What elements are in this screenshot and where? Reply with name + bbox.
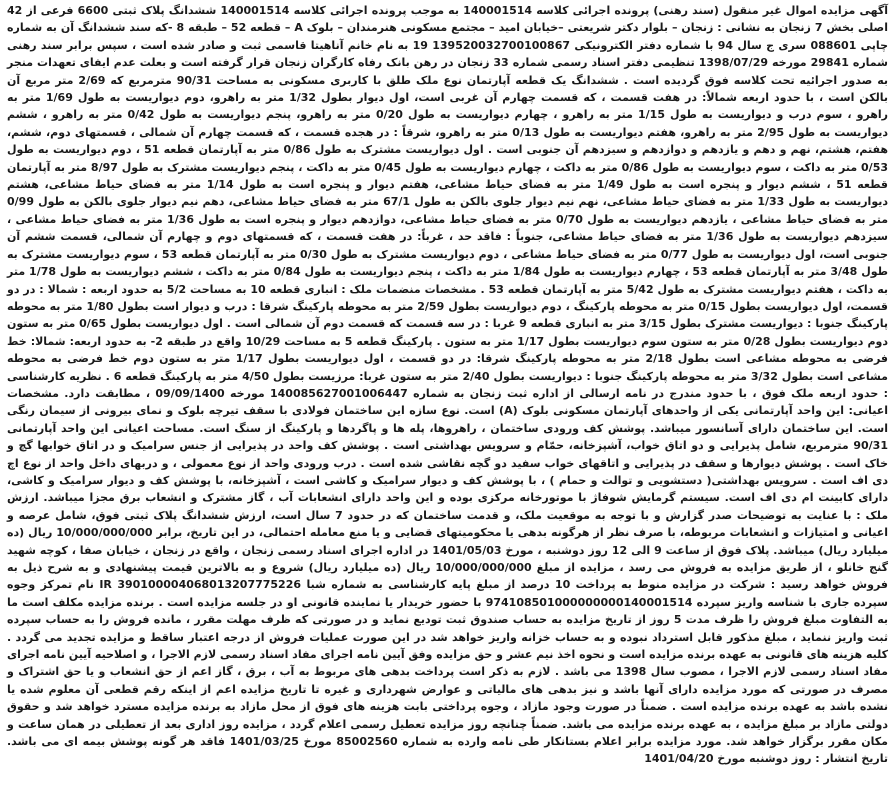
auction-notice-text: آگهی مزایده اموال غیر منقول (سند رهنی) پرونده اجرائی کلاسه 140001514 به موجب پرونده اجرائی کلاسه 140001514 ششدانگ پلاک ثبتی 6600 فرعی از 42 اصلی بخش 7 زنجان به نشانی : زنجان – بلوار دکتر شریعتی –خیابان امید – مجتمع مسکونی هنرمندان – بلوک A – قطعه 52 – طبقه 8 -که سند ششدانگ آن به شماره چاپی 088601 سری ج سال 94 با شماره دفتر الکترونیکی 139520032700100867 19 به نام خانم آناهیتا قاسمی ثبت و صادر شده است ، سپس برابر سند رهنی شماره 29841 مورخه 1398/07/29 تنظیمی دفتر اسناد رسمی شماره 33 زنجان در رهن بانک رفاه کارگران زنجان قرار گرفته است و بعلت عدم ایفای تعهدات منجر به صدور اجرائیه تحت کلاسه فوق گردیده است . ششدانگ یک قطعه آپارتمان نوع ملک طلق با کاربری مسکونی به مساحت 90/31 مترمربع که 2/69 متر مربع آن بالکن است ، با حدود اربعه شمالاً: در هفت قسمت ، که قسمت چهارم آن غربی است، اول دیوار بطول 1/32 متر به راهرو، دوم دیواریست به طول 1/69 متر به راهرو ، سوم درب و دیواریست به طول 1/15 متر به راهرو ، چهارم دیواریست به طول 0/20 متر به راهرو، پنجم دیواریست به طول 0/42 متر به راهرو ، ششم دیواریست به طول 2/95 متر به راهرو، هفتم دیواریست به طول 0/13 متر به راهرو، شرقاً : در هجده قسمت ، که قسمت چهارم آن شمالی ، قسمتهای دوم، ششم، هفتم، هشتم، نهم و دهم و یازدهم و دوازدهم و سیزدهم آن جنوبی است . اول دیواریست مشترک به طول 0/86 متر به آپارتمان قطعه 51 ، دوم دیواریست به طول 0/53 متر به داکت ، سوم دیواریست به طول 0/86 متر به داکت ، چهارم دیواریست به طول 0/45 متر به داکت ، پنجم دیواریست مشترک به طول 8/97 متر به آپارتمان قطعه 51 ، ششم دیوار و پنجره است به طول 1/49 متر به فضای حیاط مشاعی، هفتم دیوار و پنجره است به طول 1/14 متر به فضای حیاط مشاعی، هشتم دیواریست به طول 1/33 متر به فضای حیاط مشاعی، نهم نیم دیوار جلوی بالکن به طول 67/1 متر به فضای حیاط مشاعی، دهم نیم دیوار جلوی بالکن به طول 0/99 متر به فضای حیاط مشاعی ، یازدهم دیواریست به طول 0/70 متر به فضای حیاط مشاعی، دوازدهم دیوار و پنجره است به طول 1/36 متر به فضای حیاط مشاعی ، سیزدهم دیواریست به طول 1/36 متر به فضای حیاط مشاعی، جنوباً : فاقد حد ، غرباً: در هفت قسمت ، که قسمتهای دوم و چهارم آن شمالی، قسمت ششم آن جنوبی است، اول دیواریست به طول 0/77 متر به فضای حیاط مشاعی ، دوم دیواریست مشترک به طول 0/30 متر به آپارتمان قطعه 53 ، سوم دیواریست مشترک به طول 3/48 متر به آپارتمان قطعه 53 ، چهارم دیواریست به طول 1/84 متر به داکت ، پنجم دیواریست به طول 0/84 متر به داکت ، ششم دیواریست به طول 1/78 متر به داکت ، هفتم دیواریست مشترک به طول 5/42 متر به آپارتمان قطعه 53 . مشخصات منضمات ملک : انباری قطعه 10 به مساحت 5/2 به حدود اربعه : شمالا : در دو قسمت، اول دیواریست بطول 0/15 متر به محوطه پارکینگ ، دوم دیواریست بطول 2/59 متر به محوطه پارکینگ شرقا : درب و دیوار است بطول 1/80 متر به محوطه پارکینگ جنوبا : دیواریست مشترک بطول 3/15 متر به انباری قطعه 9 غربا : در سه قسمت که قسمت دوم آن شمالی است . اول دیواریست بطول 0/65 متر به ستون دوم دیواریست بطول 0/28 متر به ستون سوم دیواریست بطول 1/17 متر به ستون . پارکینگ قطعه 5 به مساحت 10/29 واقع در طبقه 2- به حدود اربعه: شمالا: خط فرضی به محوطه مشاعی است بطول 2/18 متر به محوطه پارکینگ شرقا: در دو قسمت ، اول دیواریست بطول 1/17 متر به ستون دوم خط فرضی به محوطه مشاعی است بطول 3/32 متر به محوطه پارکینگ جنوبا : دیواریست بطول 2/40 متر به ستون غربا: مرزیست بطول 4/50 متر به پارکینگ قطعه 6 . نظریه کارشناسی : حدود اربعه ملک فوق ، با حدود مندرج در نامه ارسالی از اداره ثبت زنجان به شماره 140085627001006447 مورخه 09/09/1400 ، مطابقت دارد. مشخصات اعیانی: این واحد آپارتمانی یکی از واحدهای آپارتمان مسکونی بلوک (A) است. نوع سازه این ساختمان فولادی با سقف تیرچه بلوک و نمای بیرونی از سیمان رنگی است. این ساختمان دارای آسانسور میباشد. پوشش کف ورودی ساختمان ، راهروها، پله ها و پاگردها و پارکینگ از سنگ است. مساحت اعیانی این واحد آپارتمانی 90/31 مترمربع، شامل پذیرایی و دو اتاق خواب، آشپزخانه، حمّام و سرویس بهداشتی است . پوشش کف واحد در پذیرایی از جنس سرامیک و در اتاق خوابها گچ و خاک است . پوشش دیوارها و سقف در پذیرایی و اتاقهای خواب سفید دو گچه نقاشی شده است . درب ورودی واحد از نوع معمولی ، و دربهای داخل واحد از نوع اچ دی اف است . سرویس بهداشتی( دستشویی و توالت و حمام ) ، با پوشش کف و دیوار سرامیک و کاشی است ، آشپزخانه، با پوشش کف و دیوار سرامیک و کاشی، دارای کابینت ام دی اف است. سیستم گرمایش شوفاژ با موتورخانه مرکزی بوده و این واحد دارای انشعابات آب ، گاز مشترک و انشعاب برق مجزا میباشد. ارزش ملک : با عنایت به توضیحات صدر گزارش و با توجه به موقعیت ملک، و قدمت ساختمان که در حدود 7 سال است، ارزش ششدانگ پلاک ثبتی فوق، شامل عرصه و اعیانی و امتیازات و انشعابات مربوطه، با صرف نظر از هرگونه بدهی یا محکومیتهای قضایی و یا منع معامله احتمالی، در این تاریخ، برابر 10/000/000/000 ریال (ده میلیارد ریال) میباشد. پلاک فوق از ساعت 9 الی 12 روز دوشنبه ، مورخ 1401/05/03 در اداره اجرای اسناد رسمی زنجان ، واقع در زنجان ، خیابان صفا ، کوچه شهید گنج خانلو ، از طریق مزایده به فروش می رسد ، مزایده از مبلغ 10/000/000/000 ریال (ده میلیارد ریال) شروع و به بالاترین قیمت پیشنهادی و به شرح ذیل به فروش خواهد رسید : شرکت در مزایده منوط به پرداخت 10 درصد از مبلغ پایه کارشناسی به شماره شبا IR 390100004068013207775226 نام تمرکز وجوه سپرده جاری با شناسه واریز سپرده 974108501000000000140001514 با حضور خریدار یا نماینده قانونی او در جلسه مزایده است . برنده مزایده مکلف است ما به التفاوت مبلغ فروش را ظرف مدت 5 روز از تاریخ مزایده به حساب صندوق ثبت تودیع نماید و در صورتی که ظرف مهلت مقرر ، مانده فروش را به حساب سپرده ثبت واریز ننماید ، مبلغ مذکور قابل استرداد نبوده و به حساب خزانه واریز خواهد شد در این صورت عملیات فروش از درجه اعتبار ساقط و مزایده تجدید می گردد . کلیه هزینه های قانونی به عهده برنده مزایده است و نحوه اخذ نیم عشر و حق مزایده وفق آیین نامه اجرای مفاد اسناد رسمی لازم الاجرا ، و اصلاحیه آیین نامه اجرای مفاد اسناد رسمی لازم الاجرا ، مصوب سال 1398 می باشد . لازم به ذکر است پرداخت بدهی های مربوط به آب ، برق ، گاز اعم از حق انشعاب و یا حق اشتراک و مصرف در صورتی که مورد مزایده دارای آنها باشد و نیز بدهی های مالیاتی و عوارض شهرداری و غیره تا تاریخ مزایده اعم از اینکه رقم قطعی آن معلوم شده یا نشده باشد به عهده برنده مزایده است . ضمناً در صورت وجود مازاد ، وجوه پرداختی بابت هزینه های فوق از محل مازاد به برنده مزایده مسترد خواهد شد و حقوق دولتی مازاد بر مبلغ مزایده ، به عهده برنده مزایده می باشد. ضمناً چنانچه روز مزایده تعطیل رسمی اعلام گردد ، مزایده روز اداری بعد از تعطیلی در همان ساعت و مکان مقرر برگزار خواهد شد. مورد مزایده برابر اعلام بستانکار طی نامه وارده به شماره 85002560 مورخ 1401/03/25 فاقد هر گونه پوشش بیمه ای می باشد. تاریخ انتشار : روز دوشنبه مورخ 1401/04/20 xyxy=(7,4,889,766)
